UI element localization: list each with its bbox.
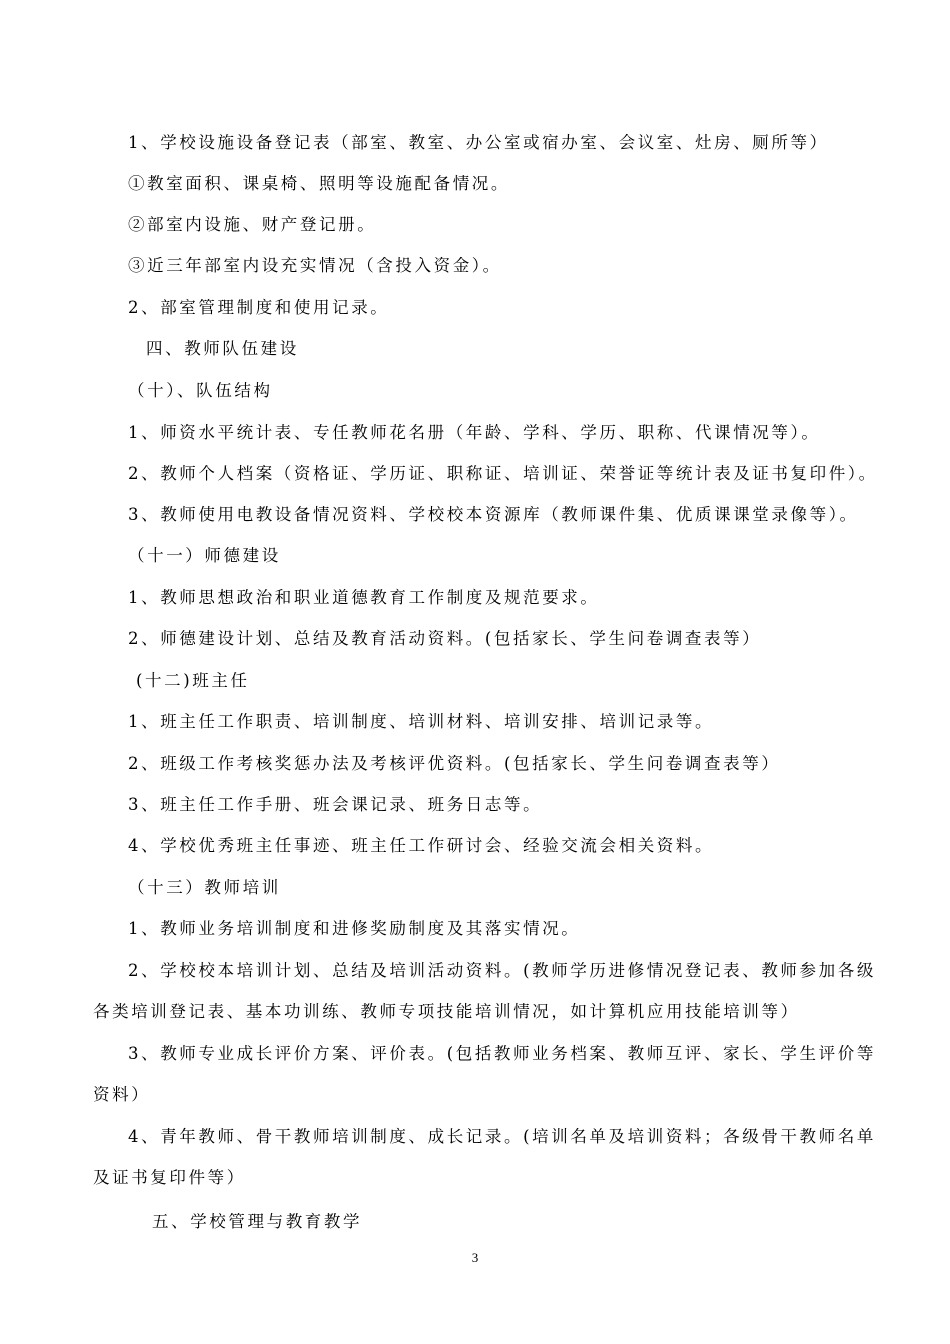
paragraph-second-line: 及证书复印件等） [93,1168,246,1187]
subsection-team-structure: （十）、队伍结构 [128,381,273,400]
item-class-assessment: 2、班级工作考核奖惩办法及考核评优资料。(包括家长、学生问卷调查表等） [128,754,781,773]
item-room-assets: ②部室内设施、财产登记册。 [128,215,377,234]
item-staff-statistics: 1、师资水平统计表、专任教师花名册（年龄、学科、学历、职称、代课情况等）。 [128,423,821,442]
paragraph-first-line: 4、青年教师、骨干教师培训制度、成长记录。(培训名单及培训资料；各级骨干教师名单 [128,1127,876,1146]
item-ethics-rules: 1、教师思想政治和职业道德教育工作制度及规范要求。 [128,588,600,607]
item-room-management: 2、部室管理制度和使用记录。 [128,298,390,317]
subsection-teacher-training: （十三）教师培训 [128,878,281,897]
paragraph-first-line: 3、教师专业成长评价方案、评价表。(包括教师业务档案、教师互评、家长、学生评价等 [128,1044,876,1063]
paragraph-first-line: 2、学校校本培训计划、总结及培训活动资料。(教师学历进修情况登记表、教师参加各级 [128,961,876,980]
item-growth-evaluation [93,1043,883,1106]
item-av-equipment: 3、教师使用电教设备情况资料、学校校本资源库（教师课件集、优质课课堂录像等）。 [128,505,859,524]
item-classroom-area: ①教室面积、课桌椅、照明等设施配备情况。 [128,174,510,193]
item-facility-register: 1、学校设施设备登记表（部室、教室、办公室或宿办室、会议室、灶房、厕所等） [128,133,829,152]
item-young-backbone-training [93,1126,883,1189]
section-heading-teacher-team: 四、教师队伍建设 [146,339,299,358]
paragraph-second-line: 各类培训登记表、基本功训练、教师专项技能培训情况，如计算机应用技能培训等） [93,1002,800,1021]
item-school-training-plan [93,960,883,1023]
item-excellent-head-teacher: 4、学校优秀班主任事迹、班主任工作研讨会、经验交流会相关资料。 [128,836,715,855]
item-training-rules: 1、教师业务培训制度和进修奖励制度及其落实情况。 [128,919,581,938]
section-heading-school-management: 五、学校管理与教育教学 [152,1212,363,1231]
subsection-head-teacher: (十二)班主任 [136,671,250,690]
page-number: 3 [471,1250,479,1265]
item-room-enrichment: ③近三年部室内设充实情况（含投入资金）。 [128,256,502,275]
item-teacher-files: 2、教师个人档案（资格证、学历证、职称证、培训证、荣誉证等统计表及证书复印件）。 [128,464,878,483]
item-head-teacher-duties: 1、班主任工作职责、培训制度、培训材料、培训安排、培训记录等。 [128,712,715,731]
subsection-ethics: （十一）师德建设 [128,546,281,565]
item-head-teacher-handbook: 3、班主任工作手册、班会课记录、班务日志等。 [128,795,543,814]
paragraph-second-line: 资料） [93,1085,151,1104]
item-ethics-plan: 2、师德建设计划、总结及教育活动资料。(包括家长、学生问卷调查表等） [128,629,762,648]
